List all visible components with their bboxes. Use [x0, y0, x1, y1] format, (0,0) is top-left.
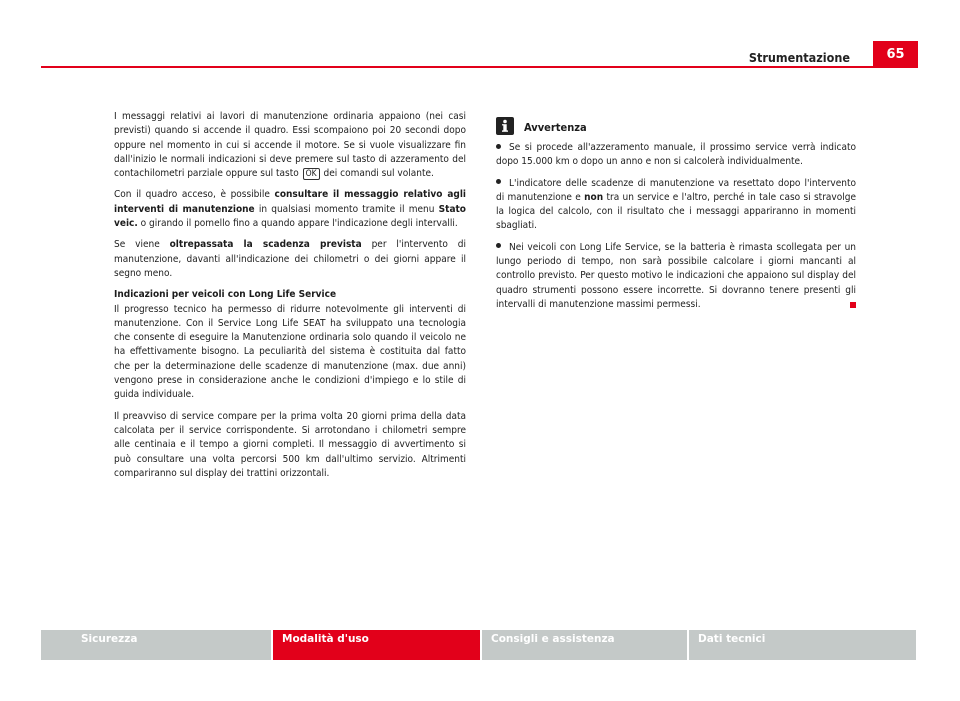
paragraph-4: Il progresso tecnico ha permesso di ridurre notevolmente gli interventi di manutenzione. Con il Service Long Life SEAT ha sviluppato una tecnologia che consente di eseguire la Manutenzione ordinaria solo quando il veicolo ne ha effettivamente bisogno. La peculiarità del sistema è costituita dal fatto che per la determinazione delle scadenze di manutenzione (max. due anni) vengono prese in considerazione anche le condizioni d'impiego e lo stile di guida individuale.	[114, 303, 466, 401]
paragraph-2: Con il quadro acceso, è possibile consultare il messaggio relativo agli interventi di manutenzione in qualsiasi momento tramite il menu Stato veic. o girando il pomello fino a quando appare l'indicazione degli intervalli.	[114, 189, 466, 230]
bullet-icon	[496, 243, 501, 248]
paragraph-1: I messaggi relativi ai lavori di manutenzione ordinaria appaiono (nei casi previsti) quando si accende il quadro. Essi scompaiono poi 20 secondi dopo oppure nel momento in cui si accende il motore. Se si vuole visualizzare fin dall'inizio le normali indicazioni si deve premere sul tasto di azzeramento del contachilometri parziale oppure sul tasto OK dei comandi sul volante.	[114, 111, 466, 180]
tab-consigli-assistenza[interactable]: Consigli e assistenza	[482, 630, 687, 660]
left-column	[114, 110, 466, 488]
paragraph-5: Il preavviso di service compare per la prima volta 20 giorni prima della data calcolata per il service corrispondente. Si arrotondano i chilometri sempre alle centinaia e il tempo a giorni completi. Il messaggio di avvertimento si può consultare una volta percorsi 500 km dall'ultimo servizio. Altrimenti compariranno sul display dei trattini orizzontali.	[114, 410, 466, 479]
page-number: 65	[873, 41, 918, 68]
bullet-item-2: L'indicatore delle scadenze di manutenzione va resettato dopo l'intervento di manutenzione e non tra un service e l'altro, perché in tale caso si stravolge la logica del calcolo, con il risultato che i messaggi appariranno in momenti sbagliati.	[496, 177, 856, 232]
right-column	[496, 117, 856, 319]
info-icon	[496, 117, 514, 135]
bullet-icon	[496, 144, 501, 149]
tab-modalita-uso[interactable]: Modalità d'uso	[273, 630, 480, 660]
tab-sicurezza[interactable]: Sicurezza	[41, 630, 271, 660]
subheading: Indicazioni per veicoli con Long Life Service	[114, 289, 337, 301]
tab-dati-tecnici[interactable]: Dati tecnici	[689, 630, 916, 660]
ok-key-icon: OK	[303, 168, 320, 180]
bullet-icon	[496, 179, 501, 184]
bullet-item-1: Se si procede all'azzeramento manuale, il prossimo service verrà indicato dopo 15.000 km o dopo un anno e non si calcolerà individualmente.	[496, 142, 856, 168]
footer-nav	[41, 630, 918, 660]
paragraph-3: Se viene oltrepassata la scadenza prevista per l'intervento di manutenzione, davanti all'indicazione dei chilometri o dei giorni appare il segno meno.	[114, 239, 467, 279]
section-end-icon	[850, 302, 856, 308]
warning-title: Avvertenza	[524, 121, 587, 134]
bullet-item-3: Nei veicoli con Long Life Service, se la batteria è rimasta scollegata per un lungo periodo di tempo, non sarà possibile calcolare i giorni mancanti al controllo previsto. Per questo motivo le indicazioni che appaiono sul display del quadro strumenti possono essere incorrette. Si dovranno tenere presenti gli intervalli di manutenzione massimi permessi.	[496, 241, 856, 310]
header-rule	[41, 66, 918, 68]
section-title: Strumentazione	[748, 50, 850, 65]
warning-header	[496, 117, 856, 135]
